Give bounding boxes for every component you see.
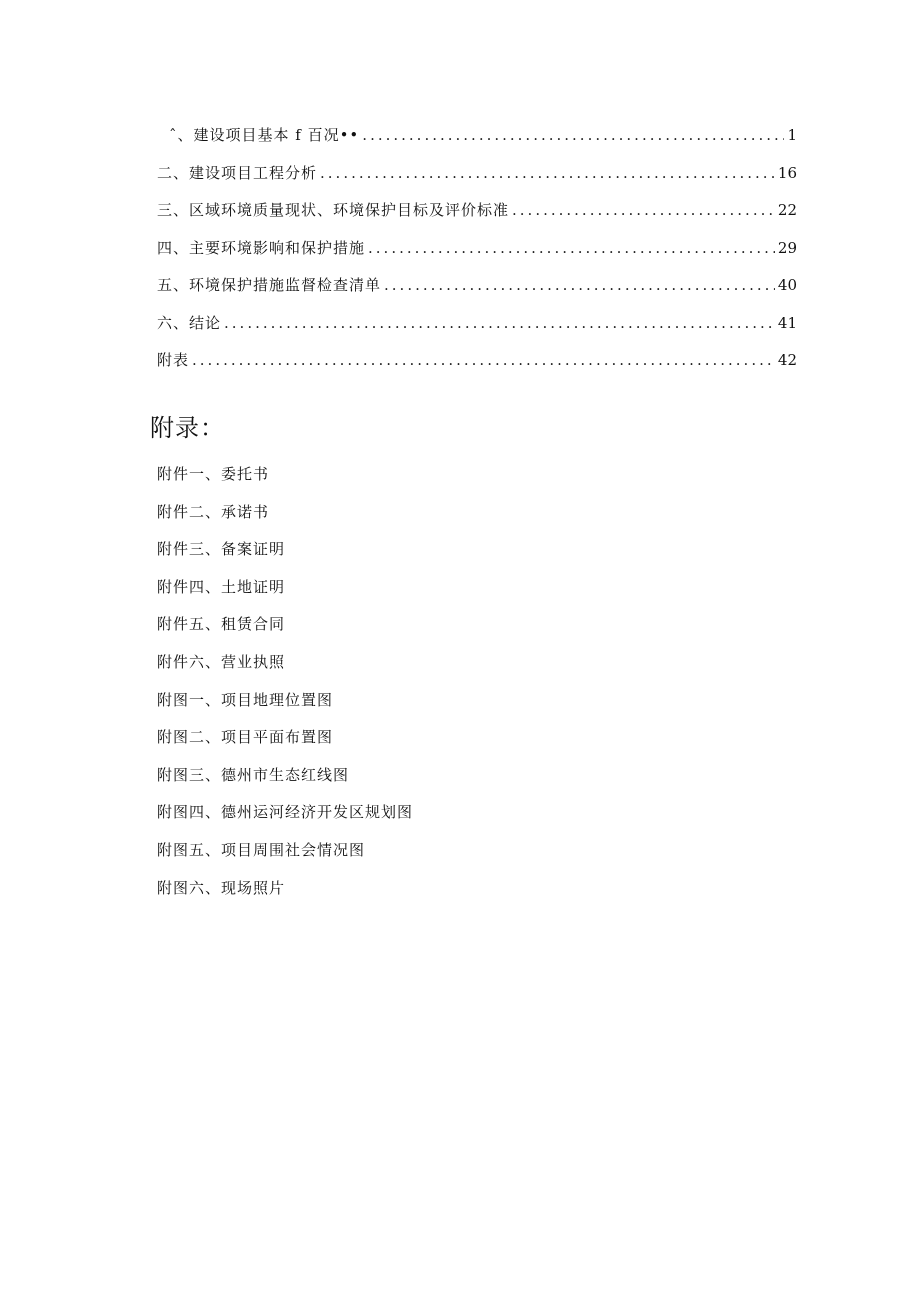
toc-leader bbox=[224, 314, 775, 332]
toc-label: 五、环境保护措施监督检查清单 bbox=[157, 276, 382, 294]
toc-page-number: 22 bbox=[777, 201, 797, 219]
appendix-item: 附图一、项目地理位置图 bbox=[157, 690, 334, 709]
toc-label: 六、结论 bbox=[157, 313, 222, 332]
appendix-item: 附图六、现场照片 bbox=[157, 878, 286, 897]
toc-row[interactable] bbox=[157, 237, 797, 275]
toc-leader bbox=[368, 239, 775, 257]
toc-label: 三、区域环境质量现状、环境保护目标及评价标准 bbox=[157, 201, 510, 219]
appendix-item: 附件六、营业执照 bbox=[157, 652, 286, 671]
appendix-item: 附件五、租赁合同 bbox=[157, 615, 286, 634]
appendix-item: 附图五、项目周围社会情况图 bbox=[157, 840, 366, 859]
appendix-item: 附件一、委托书 bbox=[157, 465, 270, 483]
toc-row[interactable] bbox=[157, 162, 797, 200]
toc-leader bbox=[512, 201, 775, 219]
appendix-item: 附件二、承诺书 bbox=[157, 502, 270, 521]
table-of-contents bbox=[157, 124, 797, 387]
appendix-list bbox=[157, 463, 413, 914]
appendix-item: 附件三、备案证明 bbox=[157, 540, 286, 559]
toc-label: 附表 bbox=[157, 351, 190, 369]
appendix-item: 附件四、土地证明 bbox=[157, 577, 286, 596]
toc-row[interactable] bbox=[157, 199, 797, 237]
toc-page-number: 1 bbox=[787, 126, 797, 144]
appendix-item: 附图三、德州市生态红线图 bbox=[157, 765, 350, 784]
toc-page-number: 16 bbox=[777, 163, 797, 182]
toc-label: 四、主要环境影响和保护措施 bbox=[157, 238, 366, 257]
toc-label: ˆ、建设项目基本 f 百况•• bbox=[169, 126, 360, 144]
toc-row[interactable] bbox=[157, 312, 797, 350]
toc-page-number: 42 bbox=[777, 351, 797, 369]
toc-leader bbox=[320, 164, 775, 182]
toc-page-number: 40 bbox=[777, 276, 797, 294]
toc-page-number: 29 bbox=[777, 238, 797, 257]
appendix-item: 附图四、德州运河经济开发区规划图 bbox=[157, 803, 414, 822]
appendix-item: 附图二、项目平面布置图 bbox=[157, 728, 334, 747]
toc-row[interactable] bbox=[157, 349, 797, 387]
toc-leader bbox=[384, 276, 775, 294]
toc-row[interactable] bbox=[157, 124, 797, 162]
toc-row[interactable] bbox=[157, 274, 797, 312]
toc-label: 二、建设项目工程分析 bbox=[157, 163, 318, 182]
toc-leader bbox=[362, 126, 784, 144]
appendix-heading: 附录： bbox=[150, 414, 225, 442]
toc-page-number: 41 bbox=[777, 313, 797, 332]
toc-leader bbox=[192, 351, 775, 369]
